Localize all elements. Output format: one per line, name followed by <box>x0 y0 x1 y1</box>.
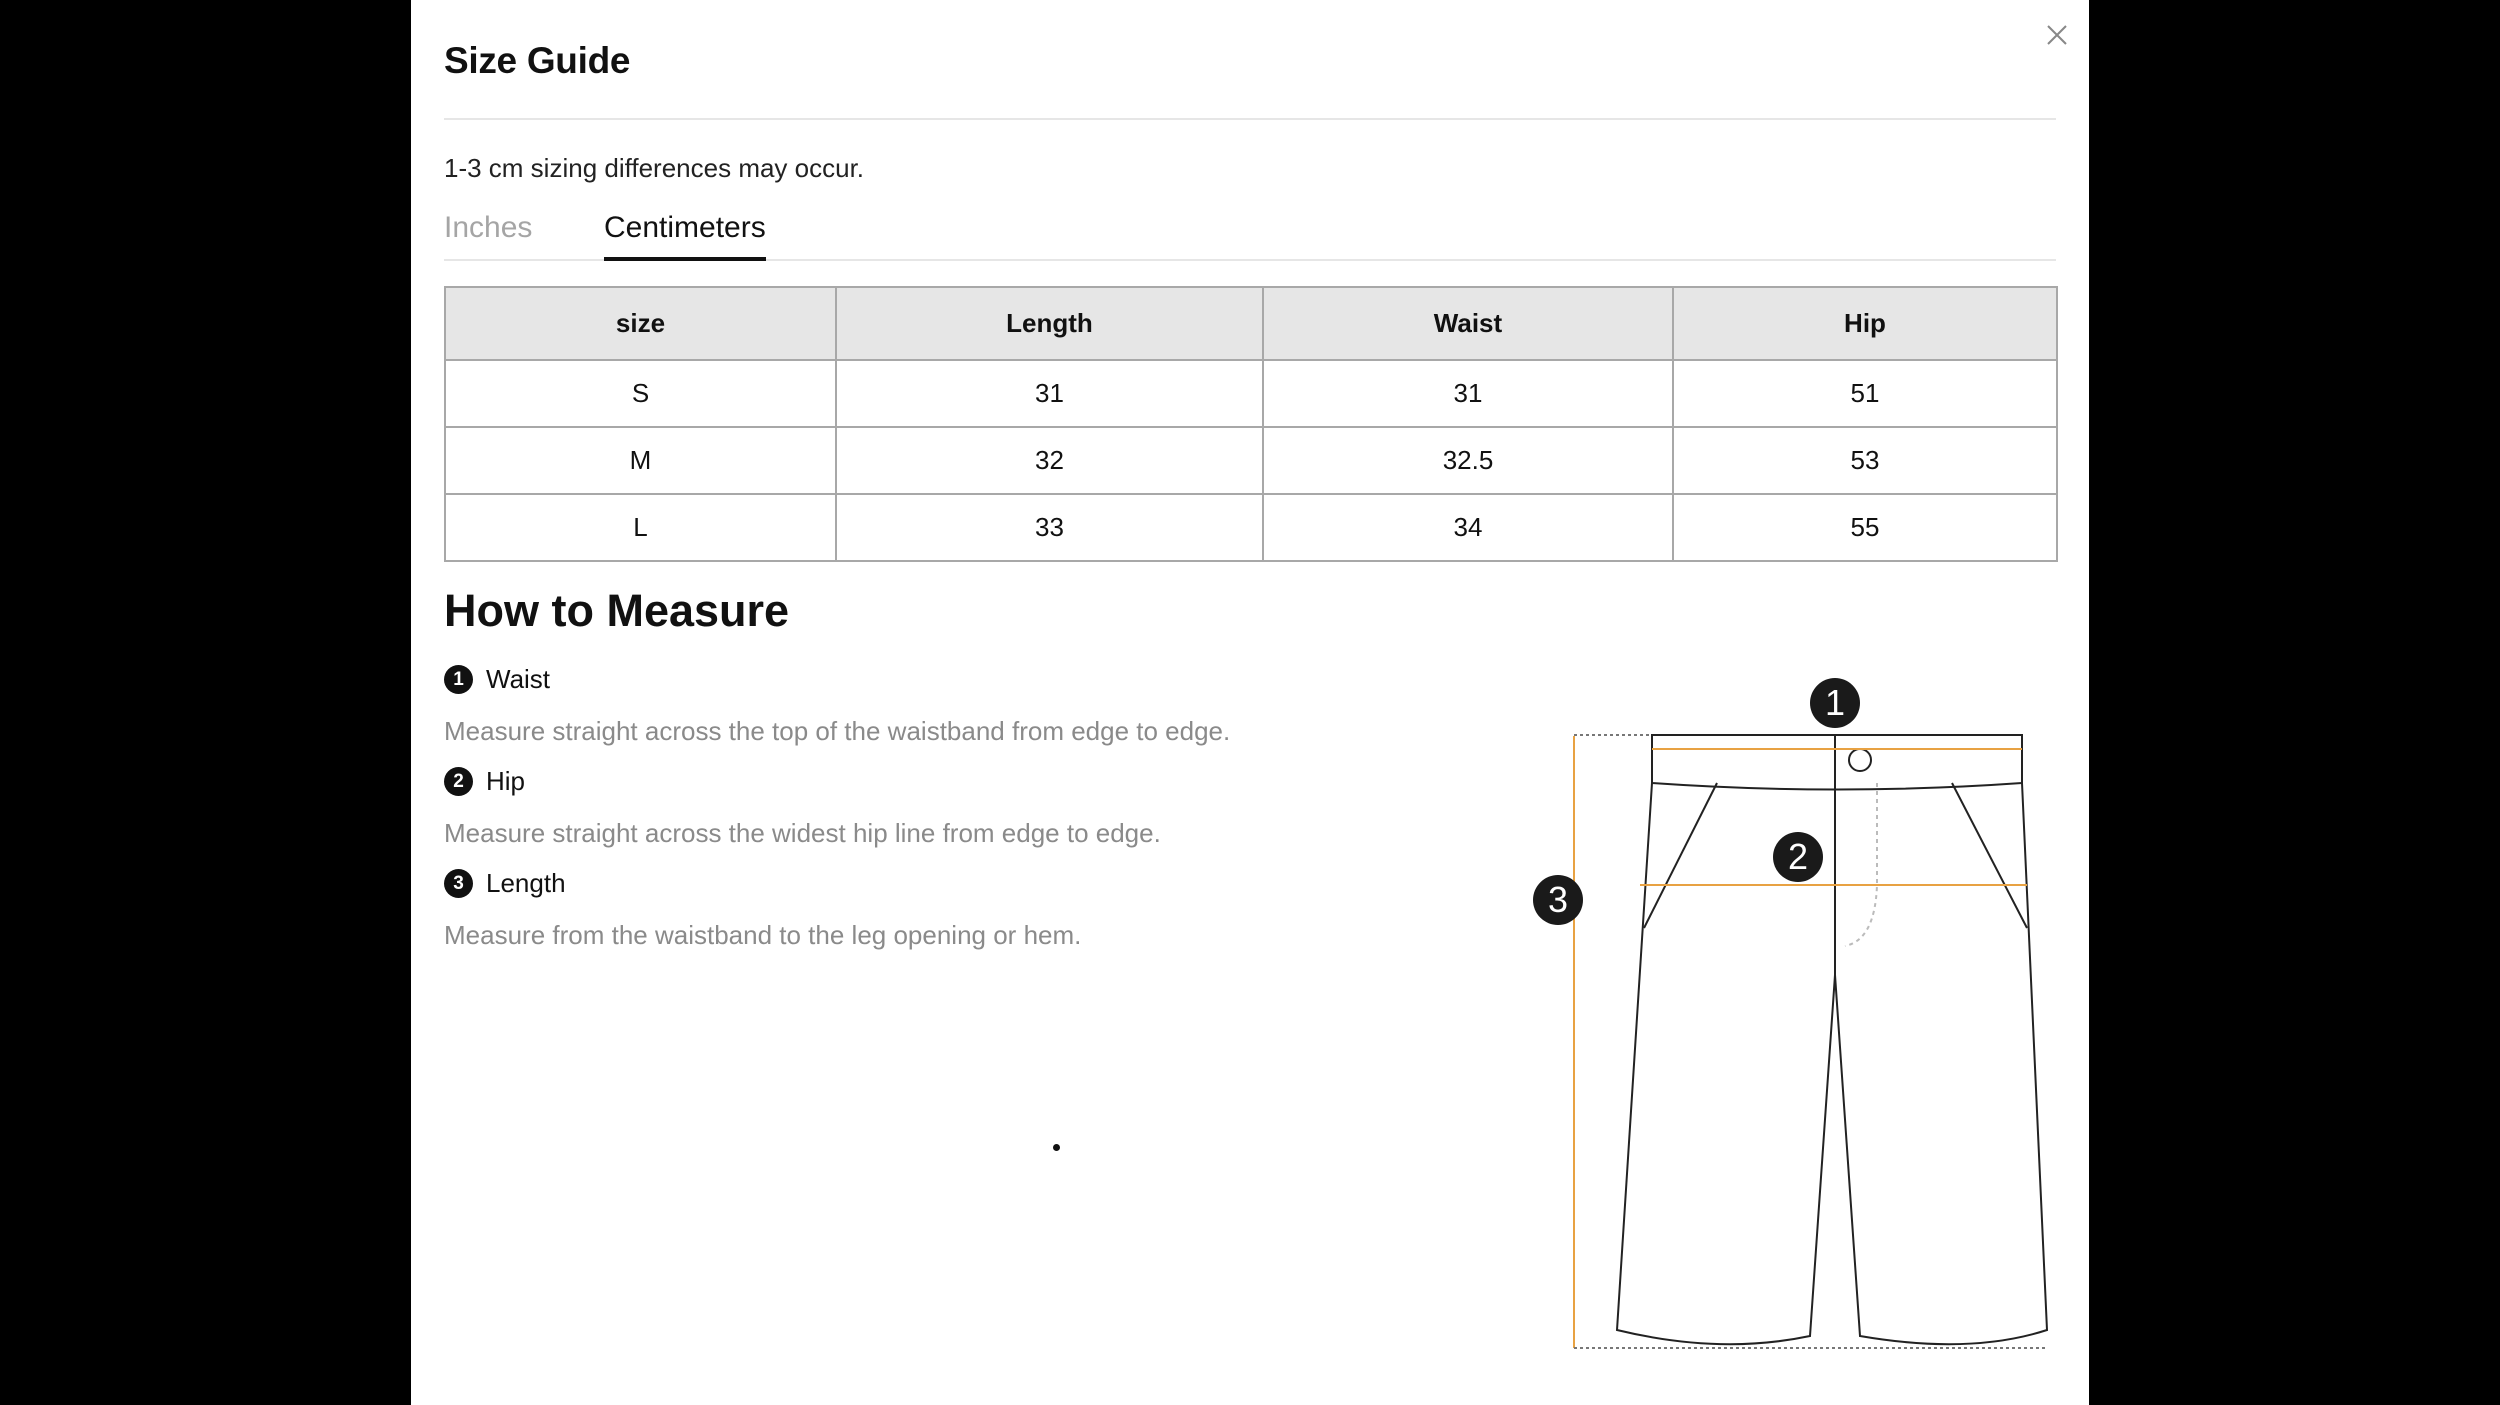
sizing-note: 1-3 cm sizing differences may occur. <box>444 153 865 183</box>
close-icon[interactable] <box>2044 22 2070 48</box>
number-2-badge: 2 <box>444 767 473 796</box>
marker-2 <box>1773 832 1823 882</box>
cell-waist: 32.5 <box>1263 427 1673 494</box>
cell-waist: 31 <box>1263 360 1673 427</box>
svg-text:2: 2 <box>1787 836 1809 877</box>
svg-text:1: 1 <box>1824 682 1846 723</box>
cell-size: S <box>445 360 836 427</box>
measure-item-waist <box>444 664 550 695</box>
stray-dot <box>1053 1144 1060 1151</box>
marker-1 <box>1810 678 1860 728</box>
title-divider <box>444 118 2056 120</box>
header-hip: Hip <box>1673 287 2057 360</box>
measure-label: Waist <box>486 664 551 694</box>
cell-waist: 34 <box>1263 494 1673 561</box>
size-table <box>444 286 2058 562</box>
unit-tabs <box>444 205 2056 261</box>
header-length: Length <box>836 287 1263 360</box>
fly-stitch <box>1845 783 1877 946</box>
svg-text:3: 3 <box>1547 879 1569 920</box>
cell-length: 32 <box>836 427 1263 494</box>
measure-description: Measure straight across the widest hip line from edge to edge. <box>444 818 1161 848</box>
cell-size: L <box>445 494 836 561</box>
measure-label: Hip <box>486 766 526 796</box>
measure-description: Measure from the waistband to the leg opening or hem. <box>444 920 1082 950</box>
measure-item-hip <box>444 766 525 797</box>
table-row <box>445 427 2057 494</box>
cell-length: 33 <box>836 494 1263 561</box>
marker-3 <box>1533 875 1583 925</box>
shorts-body <box>1617 783 2047 1344</box>
header-waist: Waist <box>1263 287 1673 360</box>
cell-hip: 51 <box>1673 360 2057 427</box>
measure-item-length <box>444 868 566 899</box>
table-row <box>445 494 2057 561</box>
header-size: size <box>445 287 836 360</box>
how-to-measure-title: How to Measure <box>444 585 790 636</box>
cell-hip: 55 <box>1673 494 2057 561</box>
right-pocket <box>1952 783 2027 928</box>
measure-description: Measure straight across the top of the waistband from edge to edge. <box>444 716 1231 746</box>
shorts-illustration <box>1530 670 2060 1360</box>
modal-title: Size Guide <box>444 40 631 81</box>
tab-inches[interactable]: Inches <box>444 211 533 244</box>
number-3-badge: 3 <box>444 869 473 898</box>
tab-centimeters[interactable]: Centimeters <box>604 211 766 261</box>
table-header-row <box>445 287 2057 360</box>
cell-hip: 53 <box>1673 427 2057 494</box>
button-shape <box>1849 749 1871 771</box>
cell-size: M <box>445 427 836 494</box>
waistband-shape <box>1652 735 2022 790</box>
measure-label: Length <box>486 868 566 898</box>
number-1-badge: 1 <box>444 665 473 694</box>
cell-length: 31 <box>836 360 1263 427</box>
table-row <box>445 360 2057 427</box>
left-pocket <box>1644 783 1717 928</box>
